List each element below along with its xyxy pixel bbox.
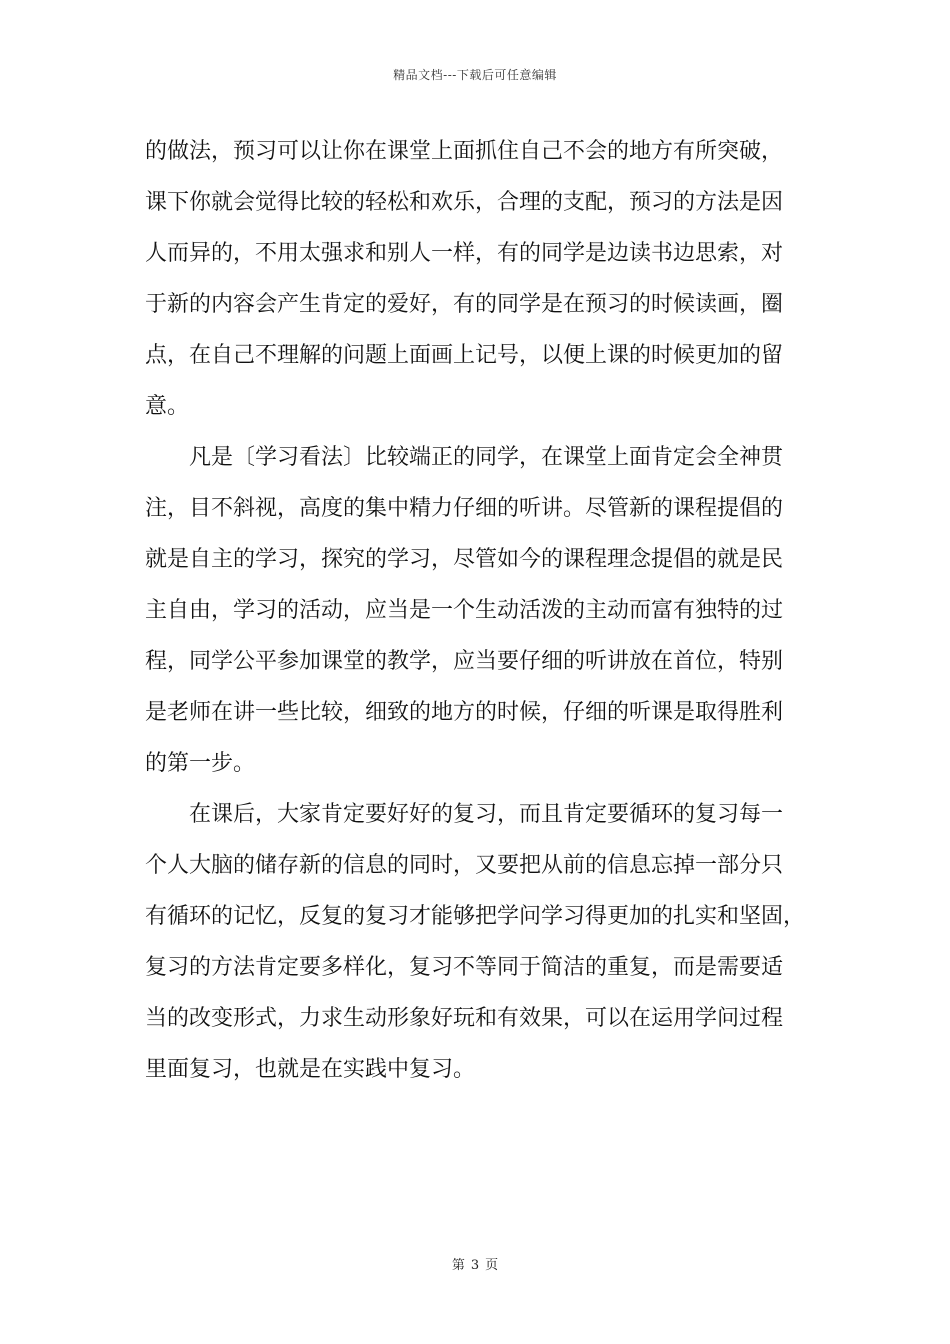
text-line: 于新的内容会产生肯定的爱好，有的同学是在预习的时候读画，圈 [145, 292, 784, 317]
text-line: 人而异的，不用太强求和别人一样，有的同学是边读书边思索，对 [145, 241, 784, 266]
text-line: 意。 [145, 394, 190, 419]
page-number: 3 [470, 1258, 480, 1273]
page-header: 精品文档---下载后可任意编辑 [393, 68, 557, 82]
text-line: 里面复习，也就是在实践中复习。 [145, 1057, 476, 1082]
page-footer [0, 1254, 950, 1273]
paragraph-first-line: 在课后，大家肯定要好好的复习，而且肯定要循环的复习每一 [189, 802, 784, 827]
text-line: 当的改变形式，力求生动形象好玩和有效果，可以在运用学问过程 [145, 1006, 784, 1031]
text-line: 程，同学公平参加课堂的教学，应当要仔细的听讲放在首位，特别 [145, 649, 784, 674]
text-line: 复习的方法肯定要多样化，复习不等同于简洁的重复，而是需要适 [145, 955, 784, 980]
text-line: 的第一步。 [145, 751, 256, 776]
page-label-suffix: 页 [485, 1258, 499, 1273]
text-line: 个人大脑的储存新的信息的同时，又要把从前的信息忘掉一部分只 [145, 853, 784, 878]
text-line: 课下你就会觉得比较的轻松和欢乐，合理的支配，预习的方法是因 [145, 190, 784, 215]
document-body [145, 129, 817, 1098]
page-label-prefix: 第 [451, 1258, 465, 1273]
paragraph-first-line: 凡是〔学习看法〕比较端正的同学，在课堂上面肯定会全神贯 [189, 445, 784, 470]
text-line: 注，目不斜视，高度的集中精力仔细的听讲。尽管新的课程提倡的 [145, 496, 784, 521]
text-line: 是老师在讲一些比较，细致的地方的时候，仔细的听课是取得胜利 [145, 700, 784, 725]
text-line: 有循环的记忆，反复的复习才能够把学问学习得更加的扎实和坚固， [145, 904, 806, 929]
text-line: 点，在自己不理解的问题上面画上记号，以便上课的时候更加的留 [145, 343, 784, 368]
text-line: 的做法，预习可以让你在课堂上面抓住自己不会的地方有所突破， [145, 139, 784, 164]
text-line: 就是自主的学习，探究的学习，尽管如今的课程理念提倡的就是民 [145, 547, 784, 572]
text-line: 主自由，学习的活动，应当是一个生动活泼的主动而富有独特的过 [145, 598, 784, 623]
